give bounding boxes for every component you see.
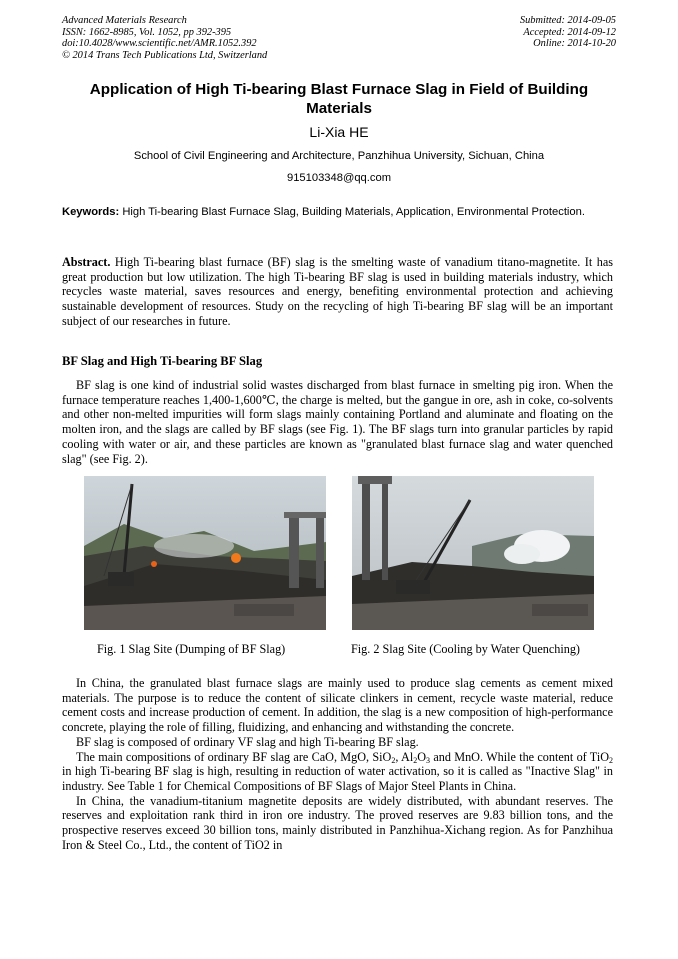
abstract-label: Abstract.	[62, 255, 111, 269]
body-paragraph-3: BF slag is composed of ordinary VF slag and high Ti-bearing BF slag.	[76, 734, 419, 749]
paper-title: Application of High Ti-bearing Blast Furnace Slag in Field of Building Materials	[89, 81, 589, 117]
para4-part-a: The main compositions of ordinary BF slag are CaO, MgO, SiO	[76, 749, 392, 764]
figure-1-photo	[84, 476, 326, 630]
para4-part-b: , Al	[395, 749, 414, 764]
online-date: Online: 2014-10-20	[533, 38, 616, 49]
subscript-3: 3	[426, 755, 431, 765]
author: Li-Xia HE	[309, 124, 369, 140]
email: 915103348@qq.com	[286, 172, 392, 184]
date-header	[520, 15, 616, 50]
journal-name: Advanced Materials Research	[62, 15, 187, 26]
doi: doi:10.4028/www.scientific.net/AMR.1052.392	[62, 38, 257, 49]
journal-header	[62, 15, 267, 61]
body-paragraph-2: In China, the granulated blast furnace slags are mainly used to produce slag cements as cement mixed materials. The purpose is to reduce the content of silicate clinkers in cement, recycle waste material, reduce cement costs and increase production of cement. In addition, the slag is a new composition of high-performance concrete, playing the role of filling, fluidizing, and enhancing and withstanding the concrete.	[62, 676, 613, 735]
subscript-2: 2	[609, 755, 614, 765]
para4-part-d: and MnO. While the content of TiO	[430, 749, 610, 764]
issn: ISSN: 1662-8985, Vol. 1052, pp 392-395	[62, 26, 232, 38]
figure-2-caption: Fig. 2 Slag Site (Cooling by Water Quenching)	[351, 642, 580, 656]
body-paragraphs-lower	[62, 676, 613, 852]
affiliation: School of Civil Engineering and Architecture, Panzhihua University, Sichuan, China	[133, 150, 545, 162]
abstract-text: High Ti-bearing blast furnace (BF) slag is the smelting waste of vanadium titano-magnetite. It has great production but low utilization. The high Ti-bearing BF slag is used in building materials industry, which recycles waste material, saves resources and energy, benefiting environmental protection and achieving sustainable development of resources. Study on the recycling of high Ti-bearing BF slag will be an important subject of our researches in future.	[62, 255, 613, 328]
body-paragraph-4	[62, 750, 613, 794]
abstract	[62, 255, 613, 329]
figure-2-photo	[352, 476, 594, 630]
submitted-date: Submitted: 2014-09-05	[519, 15, 616, 26]
para4-part-e: in high Ti-bearing BF slag is high, resulting in reduction of water activation, so it is called as "Inactive Slag" in industry. See Table 1 for Chemical Compositions of BF Slags of Major Steel Plants in China.	[62, 764, 613, 793]
accepted-date: Accepted: 2014-09-12	[523, 26, 616, 38]
figure-1-caption: Fig. 1 Slag Site (Dumping of BF Slag)	[97, 642, 286, 656]
section-heading: BF Slag and High Ti-bearing BF Slag	[62, 354, 263, 368]
copyright: © 2014 Trans Tech Publications Ltd, Switzerland	[62, 49, 268, 61]
para4-part-c: O	[417, 749, 427, 764]
subscript-2: 2	[413, 755, 418, 765]
subscript-2: 2	[391, 755, 396, 765]
keywords-text: High Ti-bearing Blast Furnace Slag, Building Materials, Application, Environmental Protection.	[122, 206, 585, 218]
keywords-label: Keywords:	[62, 206, 120, 218]
body-paragraph-1: BF slag is one kind of industrial solid wastes discharged from blast furnace in smelting pig iron. When the furnace temperature reaches 1,400-1,600℃, the charge is melted, but the gangue in ore, ash in coke, co-solvents and other non-melted impurities will form slags mainly containing Portland and aluminate and floating on the molten iron, and the slags are called by BF slags (see Fig. 1). The BF slags turn into granular particles by rapid cooling with water or air, and these particles are known as "granulated blast furnace slag and water quenched slag" (see Fig. 2).	[62, 378, 613, 466]
keywords	[62, 205, 613, 220]
body-paragraph-5: In China, the vanadium-titanium magnetite deposits are widely distributed, with abundant reserves. The reserves and exploitation rank third in iron ore industry. The proved reserves are 9.83 billion tons, and the prospective reserves exceed 30 billion tons, mainly distributed in Panzhihua-Xichang region. As for Panzhihua Iron & Steel Co., Ltd., the content of TiO2 in	[62, 793, 613, 852]
